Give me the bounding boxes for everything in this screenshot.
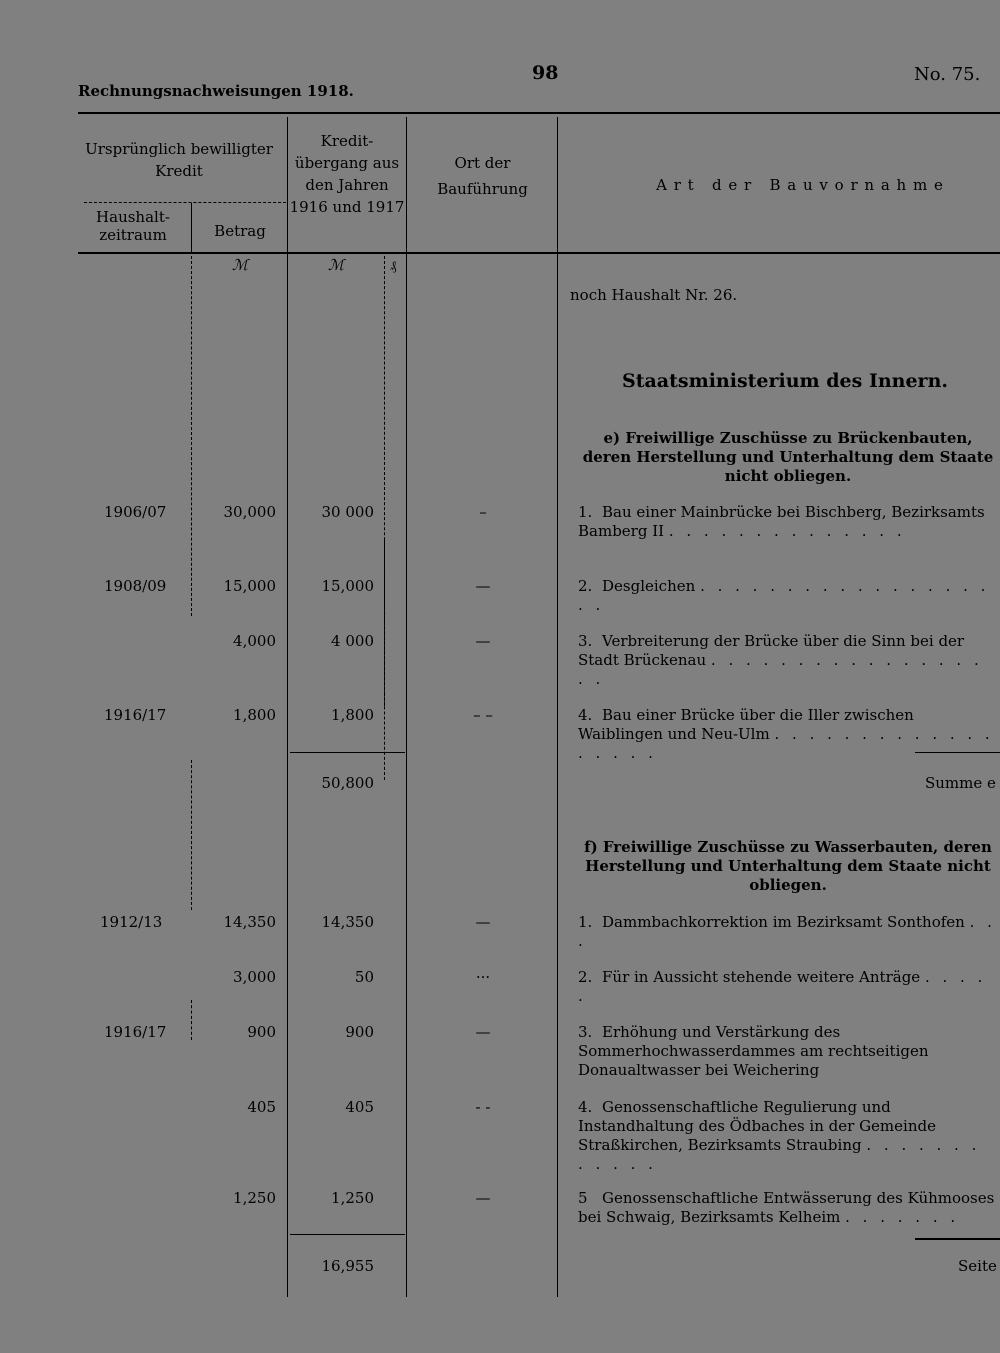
row-period: 1906/07: [104, 503, 167, 521]
row-number: 2.: [578, 968, 593, 986]
col-divider-2b: [287, 597, 288, 1297]
row-amount: 1,800: [233, 706, 276, 724]
sum-f-rule: [290, 1234, 405, 1235]
row-amount: 900: [247, 1023, 276, 1041]
row-transfer: 1,800: [331, 706, 374, 724]
row-description: 3. Verbreiterung der Brücke über die Sinn bei der Stadt Brückenau . . . . . . . . . . . . . . . . . .: [578, 632, 983, 688]
row-period: 1916/17: [104, 706, 167, 724]
row-text: Verbreiterung der Brücke über die Sinn bei der Stadt Brückenau: [578, 632, 965, 669]
row-description: 5 Genossenschaftliche Entwässerung des Kühmooses bei Schwaig, Bezirksamts Kelheim . . . . . . .: [578, 1189, 995, 1226]
row-transfer: 14,350: [321, 913, 374, 931]
row-location: - -: [475, 1098, 491, 1116]
col-divider-amount3: [191, 1000, 192, 1040]
row-number: 3.: [578, 1023, 593, 1041]
transfer-header: Kredit-übergang aus den Jahren 1916 und 1917: [289, 132, 405, 216]
row-number: 3.: [578, 632, 593, 650]
kind-header: A r t d e r B a u v o r n a h m e: [656, 176, 944, 194]
row-amount: 3,000: [233, 968, 276, 986]
pfennig-mark: ₰: [390, 259, 397, 274]
row-number: 4.: [578, 1098, 593, 1116]
row-amount: 1,250: [233, 1189, 276, 1207]
row-text: Erhöhung und Verstärkung des Sommerhochwasserdammes am rechtseitigen Donaualtwasser bei Weichering: [578, 1023, 929, 1079]
row-location: – –: [473, 706, 493, 724]
row-text: Bau einer Mainbrücke bei Bischberg, Bezirksamts Bamberg II: [578, 503, 985, 540]
col-divider-4: [557, 117, 558, 1297]
section-e-title: e) Freiwillige Zuschüsse zu Brückenbauten, deren Herstellung und Unterhaltung dem Staate nicht obliegen.: [582, 429, 994, 485]
table-header-bottom-rule: [78, 252, 1000, 254]
col-divider-2: [287, 117, 288, 597]
row-number: 1.: [578, 503, 593, 521]
section-f-sum: 16,955: [321, 1257, 374, 1275]
ministry-heading: Staatsministerium des Innern.: [622, 370, 948, 392]
row-transfer: 1,250: [331, 1189, 374, 1207]
row-text: Genossenschaftliche Entwässerung des Kühmooses bei Schwaig, Bezirksamts Kelheim: [578, 1189, 995, 1226]
col-divider-3: [406, 117, 407, 1297]
document-running-title: Rechnungsnachweisungen 1918.: [78, 82, 354, 100]
row-transfer: 900: [345, 1023, 374, 1041]
currency-mark-transfer: ℳ: [328, 256, 345, 274]
sum-e-rule: [290, 752, 405, 753]
row-location: ···: [475, 968, 491, 986]
row-amount: 4,000: [233, 632, 276, 650]
period-header: Haushalt-zeitraum: [96, 208, 170, 244]
currency-mark-amount: ℳ: [232, 256, 249, 274]
row-location: —: [475, 1189, 491, 1207]
row-number: 4.: [578, 706, 593, 724]
row-description: 1. Dammbachkorrektion im Bezirksamt Sonthofen . . .: [578, 913, 996, 950]
row-transfer: 15,000: [321, 577, 374, 595]
col-divider-amount: [191, 256, 192, 616]
document-number: No. 75.: [914, 64, 981, 85]
row-description: 4. Genossenschaftliche Regulierung und Instandhaltung des Ödbaches in der Gemeinde Straßkirchen, Bezirksamts Straubing . . . . . . . . . . . .: [578, 1098, 981, 1173]
row-transfer: 405: [345, 1098, 374, 1116]
credit-group-header: Ursprünglich bewilligter Kredit: [85, 140, 273, 180]
row-location: —: [475, 913, 491, 931]
row-location: —: [475, 632, 491, 650]
section-e-sum: 50,800: [321, 774, 374, 792]
section-f-sum-label: Seite: [958, 1257, 997, 1275]
row-transfer: 4 000: [331, 632, 374, 650]
row-amount: 15,000: [223, 577, 276, 595]
row-amount: 14,350: [223, 913, 276, 931]
row-description: 1. Bau einer Mainbrücke bei Bischberg, Bezirksamts Bamberg II . . . . . . . . . . . . . .: [578, 503, 985, 540]
row-location: —: [475, 1023, 491, 1041]
row-location: –: [479, 503, 487, 521]
row-amount: 405: [247, 1098, 276, 1116]
row-number: 2.: [578, 577, 593, 595]
col-divider-1: [191, 203, 192, 253]
sum-e-rule-right: [915, 752, 1000, 753]
col-divider-pf2: [384, 540, 385, 780]
row-text: Genossenschaftliche Regulierung und Instandhaltung des Ödbaches in der Gemeinde Straßkirchen, Bezirksamts Straubing: [578, 1098, 936, 1154]
page-number: 98: [532, 62, 559, 84]
row-location: —: [475, 577, 491, 595]
row-period: 1908/09: [104, 577, 167, 595]
row-period: 1912/13: [100, 913, 163, 931]
sum-f-rule-right: [915, 1238, 1000, 1240]
row-text: Bau einer Brücke über die Iller zwischen Waiblingen und Neu-Ulm: [578, 706, 914, 743]
table-top-rule: [78, 112, 1000, 114]
row-text: Desgleichen: [602, 577, 696, 595]
row-period: 1916/17: [104, 1023, 167, 1041]
row-description: [578, 1023, 996, 1080]
row-description: 4. Bau einer Brücke über die Iller zwischen Waiblingen und Neu-Ulm . . . . . . . . . . . . . . . . . .: [578, 706, 994, 762]
row-number: 1.: [578, 913, 593, 931]
row-text: Dammbachkorrektion im Bezirksamt Sonthofen: [602, 913, 965, 931]
amount-header: Betrag: [214, 222, 266, 240]
row-number: 5: [578, 1189, 588, 1207]
location-header: Ort der Bauführung: [437, 154, 528, 198]
section-f-title: f) Freiwillige Zuschüsse zu Wasserbauten, deren Herstellung und Unterhaltung dem Staate nicht obliegen.: [584, 838, 992, 894]
budget-reference: noch Haushalt Nr. 26.: [570, 286, 738, 304]
credit-group-rule: [84, 202, 286, 204]
section-e-sum-label: Summe e: [925, 774, 996, 792]
row-description: 2. Desgleichen . . . . . . . . . . . . . . . . . . .: [578, 577, 990, 614]
row-transfer: 50: [354, 968, 374, 986]
row-amount: 30,000: [223, 503, 276, 521]
row-text: Für in Aussicht stehende weitere Anträge: [602, 968, 921, 986]
col-divider-amount2: [191, 760, 192, 910]
row-description: 2. Für in Aussicht stehende weitere Anträge . . . . .: [578, 968, 987, 1005]
row-transfer: 30 000: [321, 503, 374, 521]
